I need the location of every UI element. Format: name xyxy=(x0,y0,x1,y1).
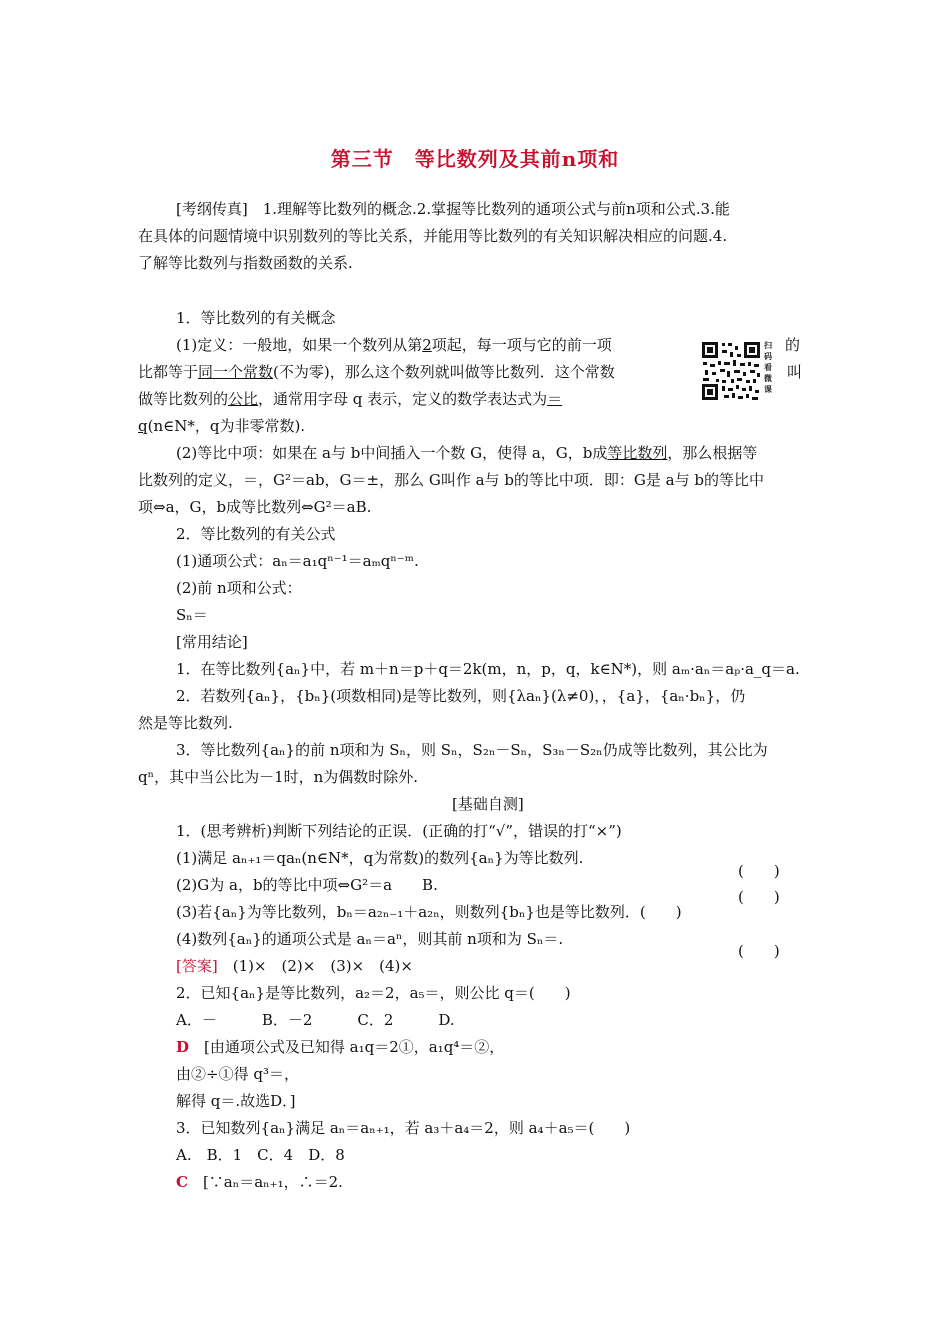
geometric-mean-line-2: 比数列的定义，＝，G²＝ab，G＝±，那么 G叫作 a与 b的等比中项．即：G是 a与 b的等比中 xyxy=(138,471,764,489)
question-3: 3．已知数列{aₙ}满足 aₙ＝aₙ₊₁，若 a₃＋a₄＝2，则 a₄＋a₅＝( ) xyxy=(176,1119,631,1137)
definition-blank-constant: 同一个常数 xyxy=(198,363,274,381)
section-1-heading: 1．等比数列的有关概念 xyxy=(176,309,336,327)
definition-line-4 xyxy=(138,416,305,436)
question-1-item-3: (3)若{aₙ}为等比数列，bₙ＝a₂ₙ₋₁＋a₂ₙ，则数列{bₙ}也是等比数列．( ) xyxy=(176,903,682,921)
question-2-options: A．－ B．－2 C．2 D. xyxy=(176,1011,455,1029)
definition-line-1 xyxy=(176,335,612,355)
definition-right-1: 的 xyxy=(785,336,801,354)
definition-blank-2: 2 xyxy=(422,336,432,354)
question-2-solution-3: 解得 q＝.故选D．] xyxy=(176,1092,296,1110)
section-2-heading: 2．等比数列的有关公式 xyxy=(176,525,336,543)
question-3-key: C xyxy=(176,1173,188,1191)
question-1-item-2: (2)G为 a，b的等比中项⇔G²＝a B. xyxy=(176,876,438,894)
question-1: 1．(思考辨析)判断下列结论的正误．(正确的打“√”，错误的打“×”) xyxy=(176,822,622,840)
syllabus-line-1: [考纲传真] 1.理解等比数列的概念.2.掌握等比数列的通项公式与前n项和公式.3.能 xyxy=(176,200,730,218)
conclusion-3-line-1: 3．等比数列{aₙ}的前 n项和为 Sₙ，则 Sₙ，S₂ₙ－Sₙ，S₃ₙ－S₂ₙ仍成等比数列，其公比为 xyxy=(176,741,768,759)
answer-bracket-4: ( ) xyxy=(738,942,780,960)
conclusion-2-line-2: 然是等比数列. xyxy=(138,714,233,732)
geometric-mean-blank: 等比数列 xyxy=(607,444,668,462)
question-2-solution-2: 由②÷①得 q³＝， xyxy=(176,1065,299,1083)
qr-code-icon xyxy=(700,340,762,402)
geometric-mean-text: (2)等比中项：如果在 a与 b中间插入一个数 G，使得 a，G，b成 xyxy=(176,444,608,462)
question-2: 2．已知{aₙ}是等比数列，a₂＝2，a₅＝，则公比 q＝( ) xyxy=(176,984,571,1002)
question-3-options: A. B．1 C．4 D．8 xyxy=(176,1146,345,1164)
answer-line xyxy=(176,956,413,976)
definition-line-3 xyxy=(138,389,562,409)
question-1-item-4: (4)数列{aₙ}的通项公式是 aₙ＝aⁿ，则其前 n项和为 Sₙ＝. xyxy=(176,930,564,948)
conclusion-1: 1．在等比数列{aₙ}中，若 m＋n＝p＋q＝2k(m，n，p，q，k∈N*)，则 aₘ·aₙ＝aₚ·a_q＝a. xyxy=(176,660,800,678)
question-2-key: D xyxy=(176,1038,190,1056)
geometric-mean-text-cont: ，那么根据等 xyxy=(667,444,758,462)
definition-text-4b: (n∈N*，q为非零常数). xyxy=(147,417,306,435)
definition-text-cont: 项起，每一项与它的前一项 xyxy=(431,336,612,354)
question-2-solution-1 xyxy=(176,1037,504,1057)
answer-bracket-1: ( ) xyxy=(738,862,780,880)
definition-right-2: 叫 xyxy=(787,363,803,381)
definition-text: (1)定义：一般地，如果一个数列从第 xyxy=(176,336,423,354)
sum-formula: Sₙ＝ xyxy=(176,606,208,624)
conclusion-2-line-1: 2．若数列{aₙ}，{bₙ}(项数相同)是等比数列，则{λaₙ}(λ≠0)，，{a}，{aₙ·bₙ}，仍 xyxy=(176,687,746,705)
question-3-solution-1 xyxy=(176,1172,343,1192)
answer-text: (1)× (2)× (3)× (4)× xyxy=(217,957,413,975)
conclusion-3-line-2: qⁿ，其中当公比为－1时，n为偶数时除外. xyxy=(138,768,419,786)
sum-formula-label: (2)前 n项和公式： xyxy=(176,579,302,597)
definition-blank-expression: ＝ xyxy=(547,390,563,408)
definition-blank-ratio: 公比 xyxy=(228,390,259,408)
question-1-item-1: (1)满足 aₙ₊₁＝qaₙ(n∈N*，q为常数)的数列{aₙ}为等比数列. xyxy=(176,849,584,867)
question-2-solution-text: [由通项公式及已知得 a₁q＝2①，a₁q⁴＝②， xyxy=(189,1038,505,1056)
definition-text-3a: 做等比数列的 xyxy=(138,390,229,408)
definition-line-2 xyxy=(138,362,615,382)
syllabus-line-3: 了解等比数列与指数函数的关系. xyxy=(138,254,353,272)
geometric-mean-line-3: 项⇔a，G，b成等比数列⇔G²＝aB. xyxy=(138,498,372,516)
qr-caption: 扫码看微课 xyxy=(764,340,772,394)
question-3-solution-text: [∵aₙ＝aₙ₊₁，∴＝2. xyxy=(187,1173,343,1191)
definition-text-2a: 比都等于 xyxy=(138,363,199,381)
definition-text-3c: ，通常用字母 q 表示，定义的数学表达式为 xyxy=(258,390,548,408)
answer-bracket-2: ( ) xyxy=(738,888,780,906)
common-conclusions-heading: [常用结论] xyxy=(176,633,248,651)
definition-text-2c: (不为零)，那么这个数列就叫做等比数列．这个常数 xyxy=(273,363,615,381)
geometric-mean-line-1 xyxy=(176,443,757,463)
page-title: 第三节 等比数列及其前n项和 xyxy=(330,147,620,171)
basic-self-test-heading: [基础自测] xyxy=(452,795,524,813)
definition-blank-q: q xyxy=(138,417,148,435)
answer-label: [答案] xyxy=(176,957,218,975)
syllabus-line-2: 在具体的问题情境中识别数列的等比关系，并能用等比数列的有关知识解决相应的问题.4. xyxy=(138,227,728,245)
general-term-formula: (1)通项公式：aₙ＝a₁qⁿ⁻¹＝aₘqⁿ⁻ᵐ. xyxy=(176,552,419,570)
